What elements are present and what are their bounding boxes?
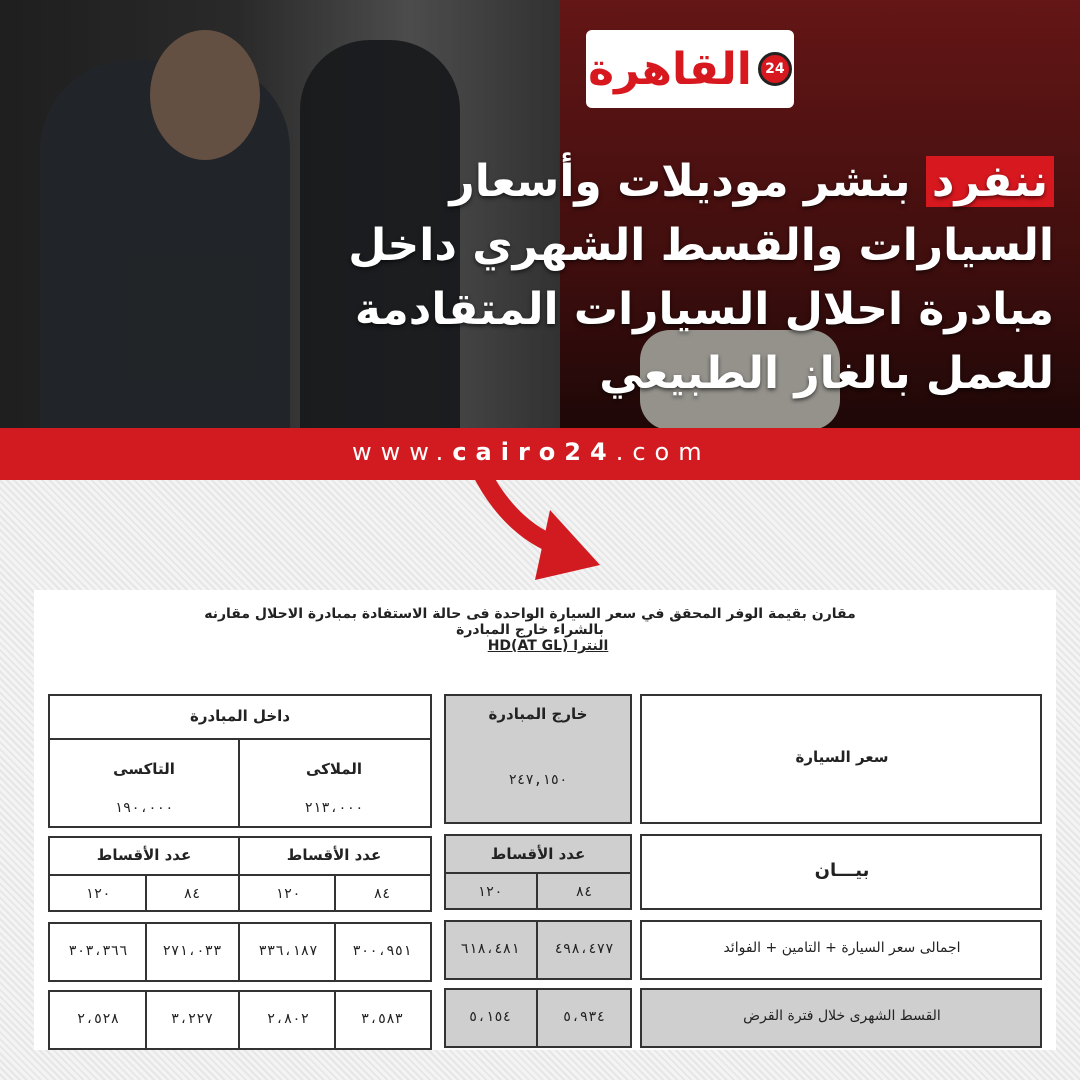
divider: [334, 874, 336, 912]
monthly-label: القسط الشهرى خلال فترة القرض: [743, 1008, 941, 1024]
taxi-installments-label: عدد الأقساط: [96, 846, 192, 864]
divider: [48, 738, 432, 740]
divider: [334, 990, 336, 1050]
headline-highlight: ننفرد: [926, 156, 1054, 207]
divider: [238, 990, 240, 1050]
url-site: cairo24: [452, 438, 616, 466]
url-prefix: www.: [352, 438, 453, 466]
headline: [294, 150, 1054, 406]
logo-text: القاهرة: [588, 43, 752, 95]
headline-text: بنشر موديلات وأسعار السيارات والقسط الشهري داخل مبادرة احلال السيارات المتقادمة للعمل بالغاز الطبيعي: [348, 156, 1054, 399]
car-price-label: سعر السيارة: [795, 748, 889, 766]
outside-total-120: ٦١٨،٤٨١: [460, 941, 520, 957]
private-total-84: ٣٠٠،٩٥١: [352, 943, 412, 959]
private-total-120: ٣٣٦،١٨٧: [258, 943, 318, 959]
divider: [536, 872, 538, 910]
total-label: اجمالى سعر السيارة + التامين + الفوائد: [723, 940, 961, 956]
outside-header: خارج المبادرة: [488, 705, 588, 723]
outside-installments-label: عدد الأقساط: [490, 845, 586, 863]
private-term-120: ١٢٠: [275, 886, 301, 902]
document-title: مقارن بقيمة الوفر المحقق في سعر السيارة الواحدة فى حالة الاستفادة بمبادرة الاحلال مقارنه بالشراء خارج المبادرة: [204, 606, 856, 638]
brand-logo[interactable]: [586, 30, 794, 108]
url-suffix: .com: [615, 438, 711, 466]
outside-price: ٢٤٧,١٥٠: [508, 772, 568, 788]
outside-monthly-84: ٥،٩٣٤: [562, 1009, 606, 1025]
divider: [536, 988, 538, 1048]
taxi-monthly-120: ٢،٥٢٨: [76, 1011, 120, 1027]
taxi-total-84: ٢٧١،٠٣٣: [162, 943, 222, 959]
divider: [145, 990, 147, 1050]
taxi-monthly-84: ٣،٢٢٧: [170, 1011, 214, 1027]
divider: [536, 920, 538, 980]
private-monthly-120: ٢،٨٠٢: [266, 1011, 310, 1027]
divider: [145, 922, 147, 982]
taxi-price: ١٩٠،٠٠٠: [114, 800, 174, 816]
outside-total-84: ٤٩٨،٤٧٧: [554, 941, 614, 957]
stopwatch-icon: [758, 52, 792, 86]
divider: [48, 874, 432, 876]
divider: [145, 874, 147, 912]
private-label: الملاكى: [305, 760, 363, 778]
outside-term-120: ١٢٠: [477, 884, 503, 900]
arrow-icon: [440, 470, 640, 590]
statement-label: بيـــان: [814, 860, 870, 881]
private-term-84: ٨٤: [373, 886, 391, 902]
outside-term-84: ٨٤: [575, 884, 593, 900]
private-monthly-84: ٣،٥٨٣: [360, 1011, 404, 1027]
divider: [334, 922, 336, 982]
inside-header: داخل المبادرة: [189, 707, 291, 725]
logo-badge: 24: [765, 61, 785, 77]
site-url[interactable]: [352, 438, 711, 466]
divider: [444, 872, 632, 874]
taxi-label: التاكسى: [113, 760, 175, 778]
divider: [238, 738, 240, 828]
private-price: ٢١٣،٠٠٠: [304, 800, 364, 816]
taxi-total-120: ٣٠٣،٣٦٦: [68, 943, 128, 959]
taxi-term-120: ١٢٠: [85, 886, 111, 902]
document-subtitle: النترا HD(AT GL): [487, 638, 609, 654]
outside-monthly-120: ٥،١٥٤: [468, 1009, 512, 1025]
taxi-term-84: ٨٤: [183, 886, 201, 902]
divider: [238, 922, 240, 982]
private-installments-label: عدد الأقساط: [286, 846, 382, 864]
